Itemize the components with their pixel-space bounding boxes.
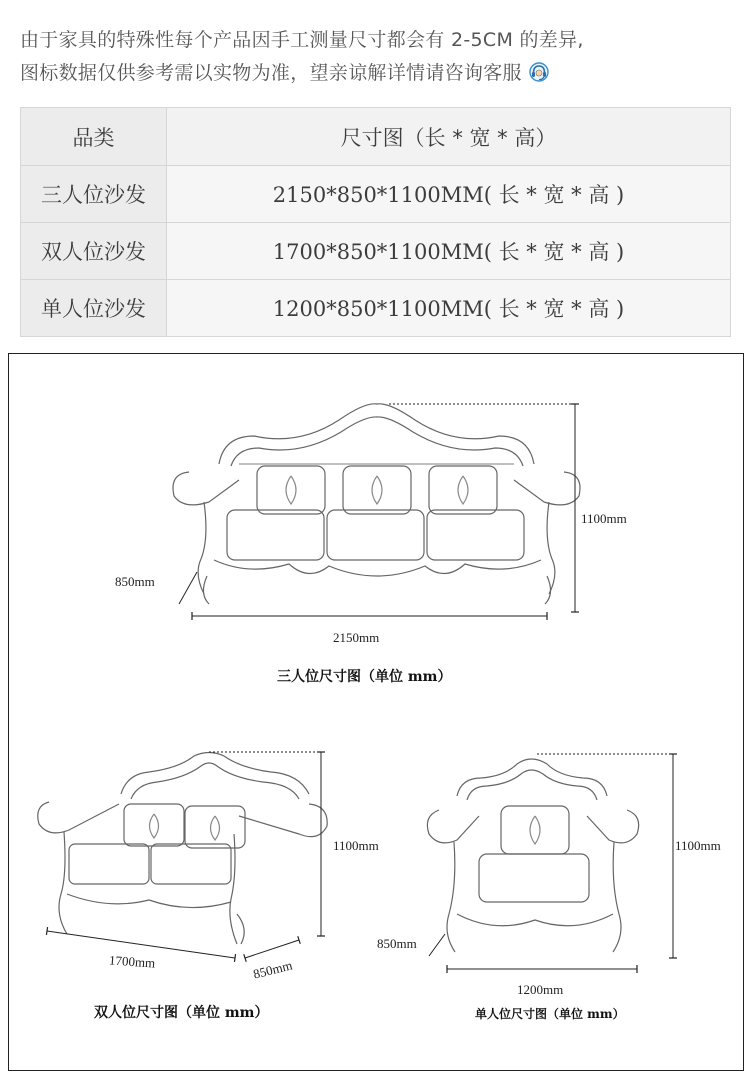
one-seat-width-label: 1200mm [517,982,564,997]
one-seat-depth-label: 850mm [377,936,417,951]
two-seat-sofa-sketch [38,753,327,945]
notice-text [20,24,735,94]
notice-line-1: 由于家具的特殊性每个产品因手工测量尺寸都会有 2-5CM 的差异, [20,29,584,51]
two-seat-caption: 双人位尺寸图（单位 mm） [94,1005,269,1021]
three-seat-sofa-sketch [173,404,580,604]
row-category: 单人位沙发 [21,280,167,337]
one-seat-caption: 单人位尺寸图（单位 mm） [475,1007,625,1021]
one-seat-sofa-sketch [427,759,638,952]
headset-icon[interactable] [528,61,550,94]
table-row [21,223,731,280]
row-category: 双人位沙发 [21,223,167,280]
two-seat-height-label: 1100mm [333,838,379,853]
size-spec-table [20,107,731,337]
header-size: 尺寸图（长 * 宽 * 高） [167,108,731,166]
row-size: 1200*850*1100MM( 长 * 宽 * 高 ) [167,280,731,337]
table-row [21,280,731,337]
two-seat-depth-label: 850mm [251,957,294,982]
three-seat-width-label: 2150mm [333,630,380,645]
notice-line-2-text: 图标数据仅供参考需以实物为准，望亲谅解详情请咨询客服 [20,62,522,84]
notice-line-2 [20,57,735,94]
table-row [21,166,731,223]
one-seat-height-label: 1100mm [675,838,721,853]
three-seat-height-label: 1100mm [581,511,627,526]
row-size: 1700*850*1100MM( 长 * 宽 * 高 ) [167,223,731,280]
dimension-drawing-panel [8,353,744,1071]
three-seat-depth-label: 850mm [115,574,155,589]
row-category: 三人位沙发 [21,166,167,223]
table-header-row [21,108,731,166]
header-category: 品类 [21,108,167,166]
row-size: 2150*850*1100MM( 长 * 宽 * 高 ) [167,166,731,223]
two-seat-dimension-lines [47,752,321,958]
one-seat-dimension-lines [429,754,673,969]
three-seat-caption: 三人位尺寸图（单位 mm） [277,669,452,685]
two-seat-width-label: 1700mm [108,952,156,971]
